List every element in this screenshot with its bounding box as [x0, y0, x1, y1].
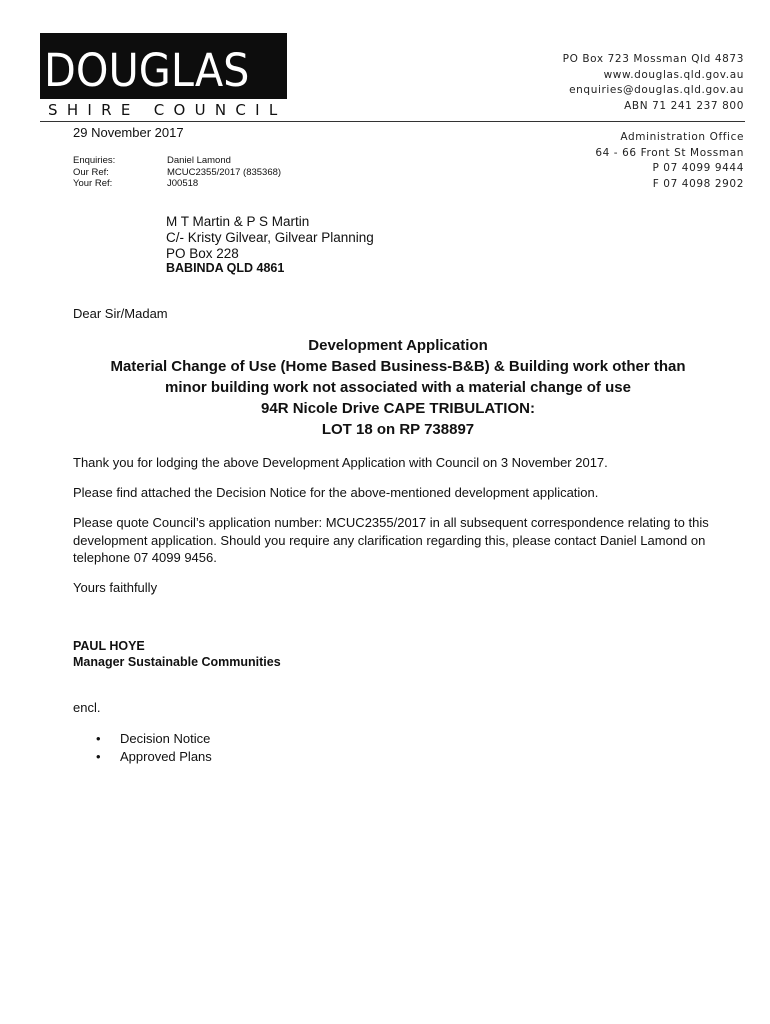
- email-link[interactable]: enquiries@douglas.qld.gov.au: [569, 84, 744, 96]
- recipient-po-box: PO Box 228: [166, 245, 239, 261]
- list-item: [96, 748, 212, 766]
- reference-block: [73, 155, 281, 190]
- logo-sub-text: SHIRE COUNCIL: [48, 101, 287, 119]
- subject-line: Development Application: [308, 337, 488, 354]
- body-paragraph-thanks: Thank you for lodging the above Development Application with Council on 3 November 2017.: [73, 455, 608, 470]
- bullet-icon: •: [96, 749, 101, 764]
- letter-date: 29 November 2017: [73, 125, 184, 140]
- office-block: [595, 130, 744, 192]
- recipient-care-of: C/- Kristy Gilvear, Gilvear Planning: [166, 229, 374, 245]
- signatory-title: Manager Sustainable Communities: [73, 655, 281, 669]
- office-phone: P 07 4099 9444: [652, 162, 744, 174]
- website-link[interactable]: www.douglas.qld.gov.au: [603, 68, 744, 81]
- salutation: Dear Sir/Madam: [73, 306, 168, 321]
- office-fax: F 07 4098 2902: [652, 177, 744, 190]
- closing: Yours faithfully: [73, 580, 158, 595]
- list-item: [96, 730, 212, 748]
- subject-line: minor building work not associated with a material change of use: [165, 379, 631, 396]
- ref-value: J00518: [167, 178, 199, 189]
- ref-label: Our Ref:: [73, 166, 109, 178]
- subject-line: LOT 18 on RP 738897: [321, 421, 475, 438]
- body-paragraph-attached: Please find attached the Decision Notice for the above-mentioned development application.: [73, 485, 599, 500]
- ref-value: Daniel Lamond: [167, 155, 231, 166]
- enclosure-item: Approved Plans: [120, 749, 212, 764]
- subject-line: 94R Nicole Drive CAPE TRIBULATION:: [261, 400, 535, 417]
- ref-value: MCUC2355/2017 (835368): [167, 166, 282, 178]
- postal-address: PO Box 723 Mossman Qld 4873: [562, 53, 744, 65]
- office-address: 64 - 66 Front St Mossman: [595, 146, 744, 159]
- bullet-icon: •: [96, 731, 101, 746]
- body-paragraph-quote: Please quote Council’s application number: MCUC2355/2017 in all subsequent correspondence relating to this development application. Should you require any clarification regarding this, please contact Daniel Lamond on telephone 07 4099 9456.: [73, 515, 709, 565]
- header-divider: [40, 121, 745, 122]
- recipient-address: [166, 214, 374, 277]
- council-logo: [40, 33, 287, 99]
- ref-row-our-ref: [73, 167, 281, 179]
- contact-block: [563, 52, 744, 114]
- signature-block: [73, 638, 281, 670]
- subject-heading: [40, 335, 756, 440]
- enclosure-item: Decision Notice: [120, 731, 211, 746]
- abn: ABN 71 241 237 800: [624, 99, 744, 112]
- ref-label: Enquiries:: [73, 155, 116, 166]
- subject-line: Material Change of Use (Home Based Business-B&B) & Building work other than: [110, 358, 686, 375]
- ref-row-enquiries: [73, 155, 281, 167]
- enclosure-list: [96, 730, 212, 766]
- logo-main-text: DOUGLAS: [44, 44, 250, 97]
- office-title: Administration Office: [620, 131, 744, 143]
- ref-row-your-ref: [73, 178, 281, 190]
- recipient-locality: BABINDA QLD 4861: [166, 261, 285, 276]
- signatory-name: PAUL HOYE: [73, 639, 145, 653]
- ref-label: Your Ref:: [73, 178, 113, 189]
- recipient-name: M T Martin & P S Martin: [166, 214, 310, 229]
- enclosures-label: encl.: [73, 700, 101, 715]
